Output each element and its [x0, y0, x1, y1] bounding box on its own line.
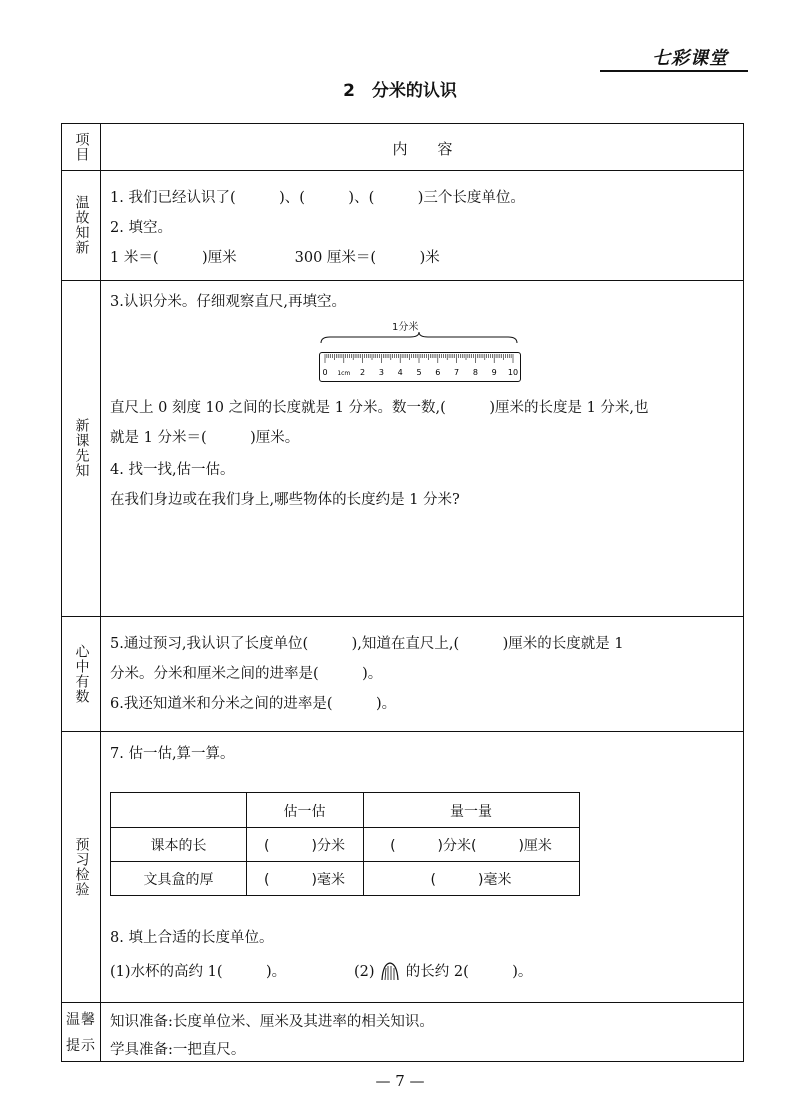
row-book-label: 课本的长	[150, 838, 207, 854]
ruler-tick-label: 1cm	[337, 370, 351, 377]
comb-icon	[379, 962, 401, 982]
ruler-tick-label: 6	[435, 368, 441, 377]
ruler-tick-label: 3	[378, 368, 384, 377]
row-pencilbox-measure: ( )毫米	[430, 872, 512, 888]
section-label-check: 预习检验	[73, 836, 90, 897]
q5-line-2: 分米。分米和厘米之间的进率是( )。	[110, 666, 383, 682]
row-divider	[62, 1002, 743, 1003]
row-pencilbox-estimate: ( )毫米	[264, 872, 345, 888]
row-line	[111, 827, 579, 828]
tip-knowledge: 知识准备:长度单位米、厘米及其进率的相关知识。	[110, 1014, 434, 1030]
q8-text: 8. 填上合适的长度单位。	[110, 930, 274, 946]
q2-fill: 1 米＝( )厘米 300 厘米＝( )米	[110, 250, 440, 266]
q5-line-1: 5.通过预习,我认识了长度单位( ),知道在直尺上,( )厘米的长度就是 1	[110, 636, 624, 652]
ruler-tick-label: 5	[416, 368, 422, 377]
q6-text: 6.我还知道米和分米之间的进率是( )。	[110, 696, 397, 712]
ruler-figure	[319, 352, 521, 382]
header-col-content: 内 容	[392, 140, 453, 158]
q1-text: 1. 我们已经认识了( )、( )、( )三个长度单位。	[110, 190, 525, 206]
page-title: 2 分米的认识	[343, 81, 457, 101]
row-divider	[62, 280, 743, 281]
q4-text: 4. 找一找,估一估。	[110, 462, 235, 478]
ruler-tick-label: 9	[491, 368, 497, 377]
q3-para-2: 就是 1 分米＝( )厘米。	[110, 430, 300, 446]
brand-underline	[600, 70, 748, 72]
q8-part-2	[354, 960, 532, 982]
q8-part-2-prefix: (2)	[354, 964, 375, 980]
tip-tools: 学具准备:一把直尺。	[110, 1042, 246, 1058]
ruler-brace	[320, 332, 518, 344]
ruler-tick-label: 10	[507, 368, 519, 377]
section-label-review: 温故知新	[73, 195, 90, 255]
section-label-tips: 温馨提示	[66, 1011, 96, 1054]
column-divider	[100, 124, 101, 1061]
ruler-tick-label: 7	[454, 368, 460, 377]
ruler-tick-label: 4	[397, 368, 403, 377]
row-book-estimate: ( )分米	[264, 838, 345, 854]
row-pencilbox-label: 文具盒的厚	[143, 872, 214, 888]
header-measure: 量一量	[450, 804, 492, 820]
row-divider	[62, 616, 743, 617]
q8-part-1: (1)水杯的高约 1( )。	[110, 964, 287, 980]
worksheet-table	[61, 123, 744, 1062]
row-divider	[62, 170, 743, 171]
header-estimate: 估一估	[283, 804, 326, 820]
section-label-new-lesson: 新课先知	[73, 418, 90, 478]
row-divider	[62, 731, 743, 732]
q7-text: 7. 估一估,算一算。	[110, 746, 235, 762]
q2-text: 2. 填空。	[110, 220, 172, 236]
q3-para-1: 直尺上 0 刻度 10 之间的长度就是 1 分米。数一数,( )厘米的长度是 1 分米,也	[110, 400, 649, 416]
row-book-measure: ( )分米( )厘米	[390, 838, 552, 854]
q3-text: 3.认识分米。仔细观察直尺,再填空。	[110, 294, 346, 310]
ruler-tick-label: 8	[472, 368, 478, 377]
ruler-tick-label: 2	[360, 368, 366, 377]
header-col-project: 项目	[73, 132, 90, 162]
ruler-tick-label: 0	[322, 368, 328, 377]
q4-question: 在我们身边或在我们身上,哪些物体的长度约是 1 分米?	[110, 492, 460, 508]
page-number: — 7 —	[375, 1072, 425, 1090]
ruler-label: 1分米	[392, 322, 419, 333]
q8-part-2-text: 的长约 2( )。	[405, 964, 533, 980]
row-line	[111, 861, 579, 862]
estimate-table	[110, 792, 580, 896]
brand-logo: 七彩课堂	[652, 48, 728, 69]
section-label-summary: 心中有数	[73, 643, 90, 704]
